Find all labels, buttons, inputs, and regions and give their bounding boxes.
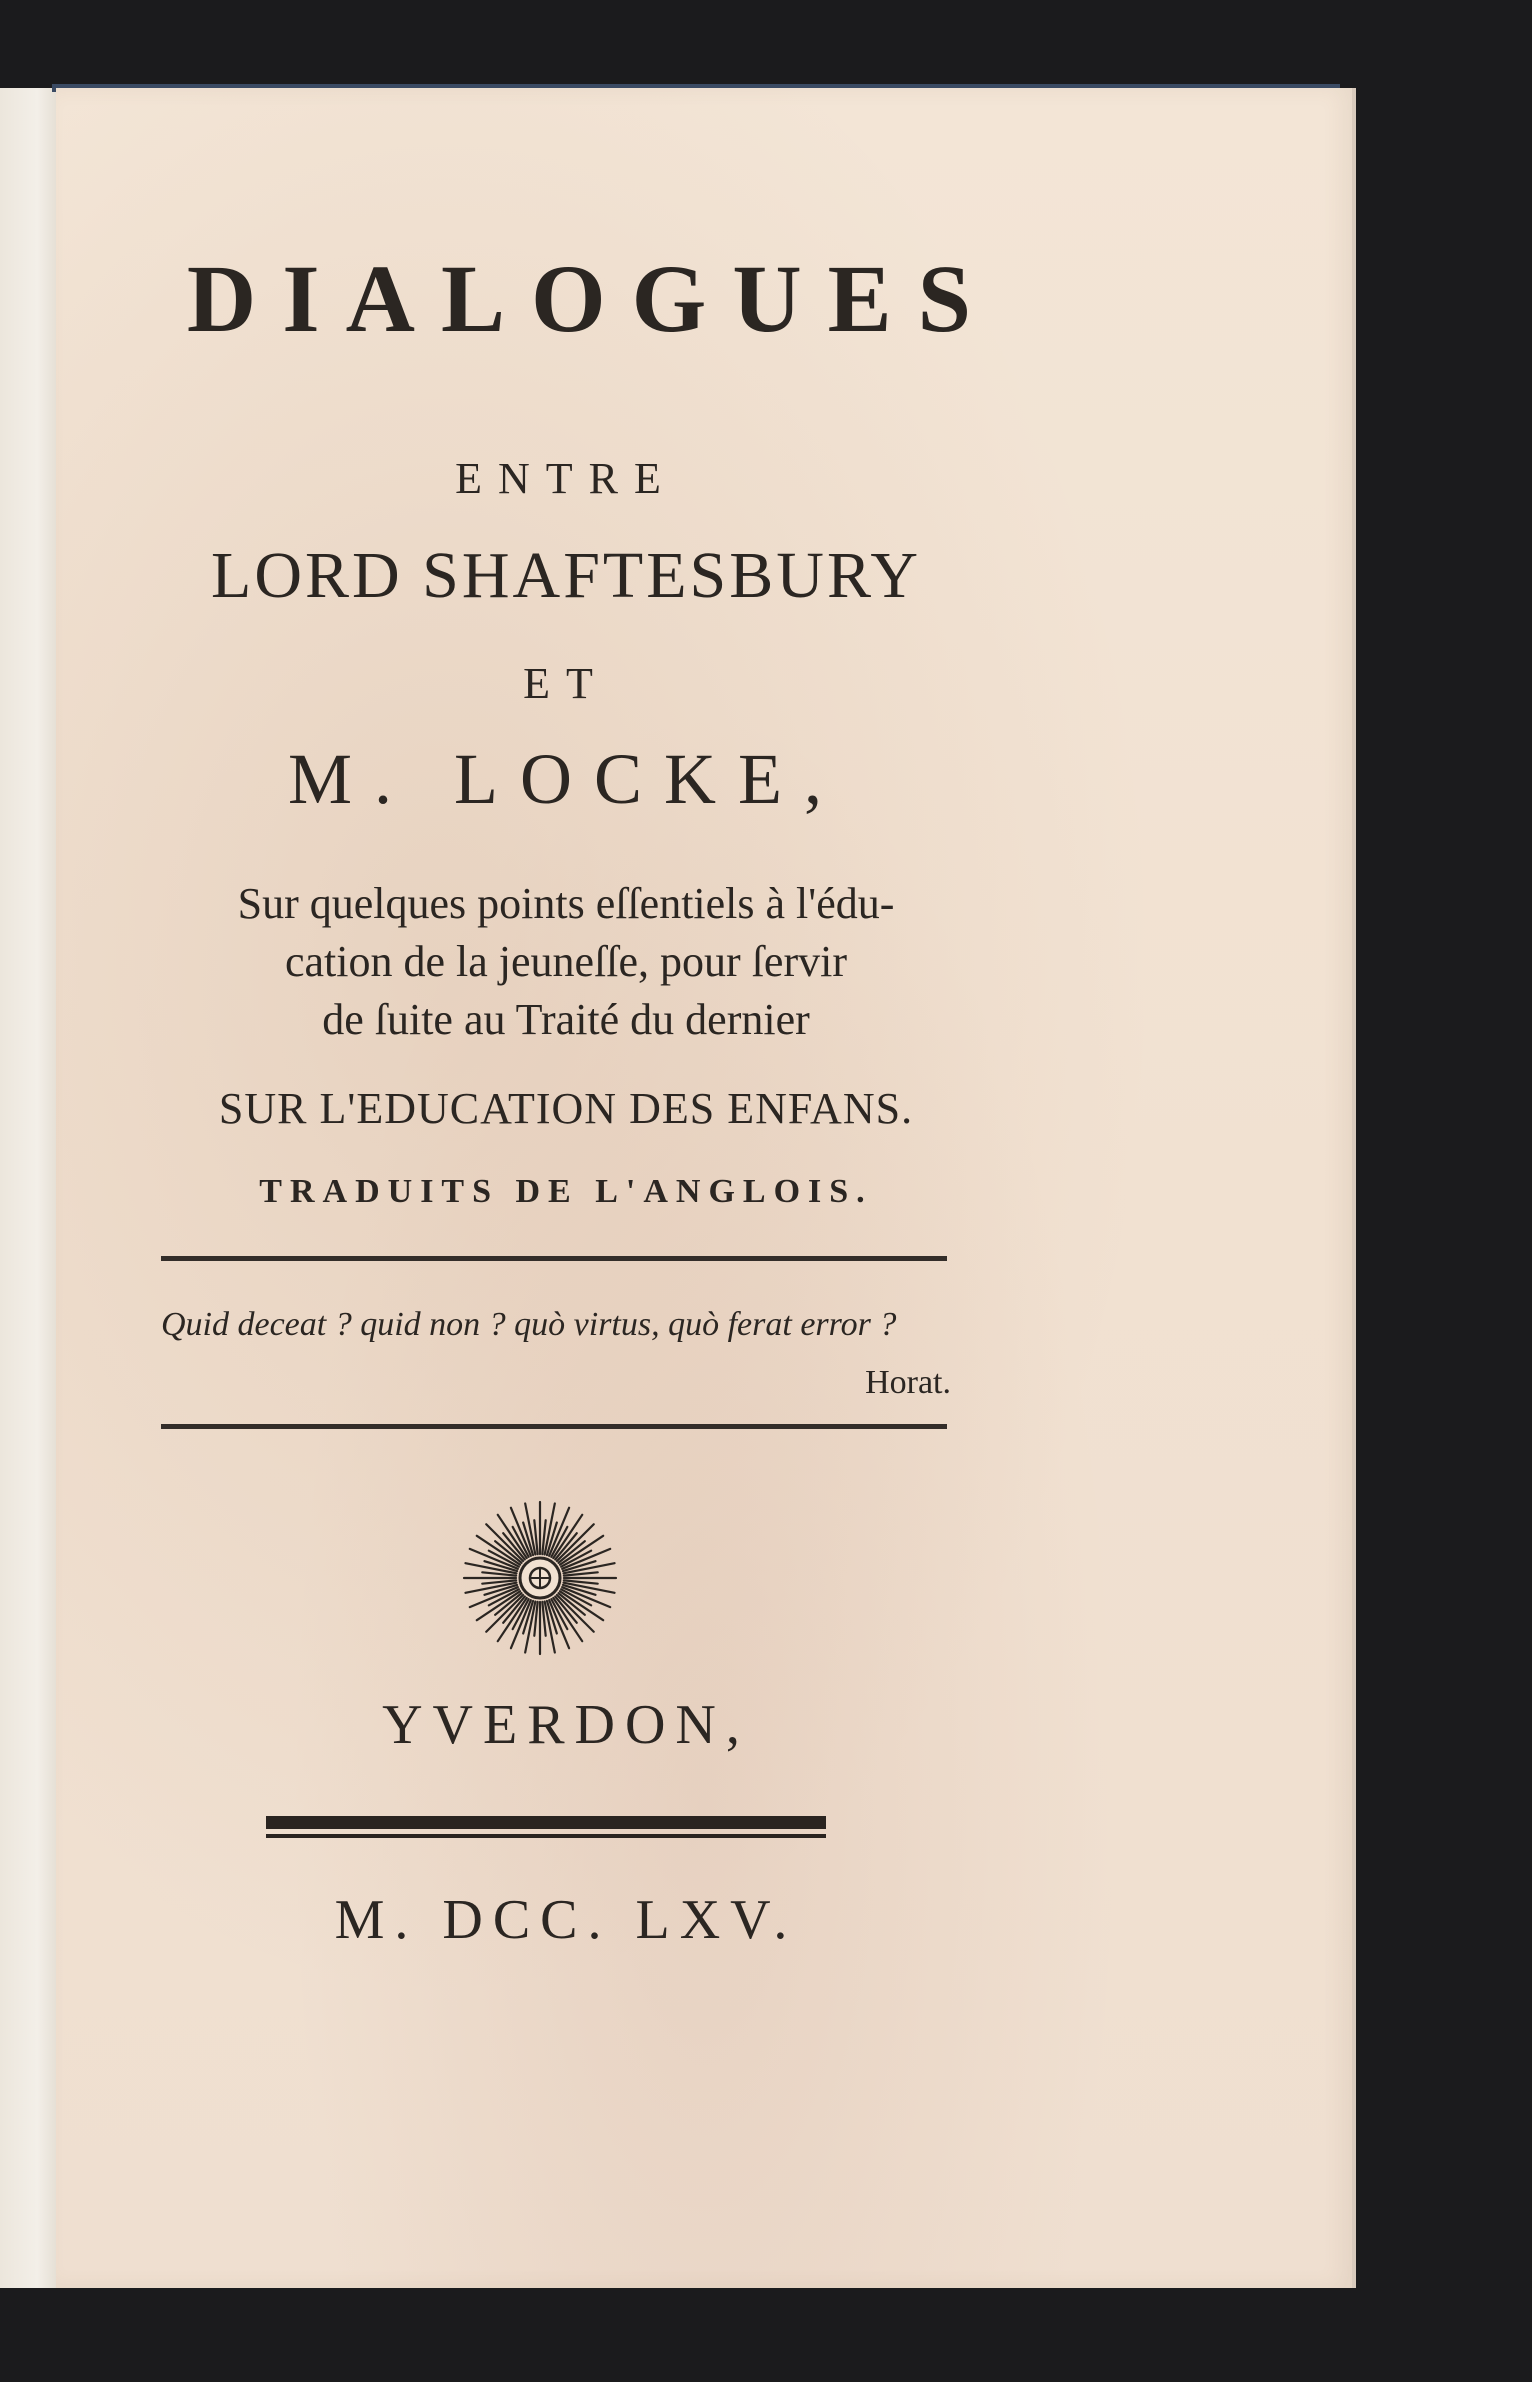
divider-rule xyxy=(161,1424,947,1429)
divider-rule xyxy=(161,1256,947,1261)
translation-note: TRADUITS DE L'ANGLOIS. xyxy=(259,1173,873,1210)
epigraph-author: Horat. xyxy=(865,1364,951,1401)
imprint-date: M. DCC. LXV. xyxy=(334,1889,798,1951)
subtitle-line: Sur quelques points eſſentiels à l'édu- xyxy=(237,879,895,928)
thin-rule xyxy=(266,1834,826,1838)
title-conjunction-entre: ENTRE xyxy=(455,454,677,503)
subtitle-line: de ſuite au Traité du dernier xyxy=(322,995,810,1044)
thick-rule xyxy=(266,1816,826,1829)
epigraph: Quid deceat ? quid non ? quò virtus, quò ferat error ? xyxy=(161,1306,897,1343)
title-page xyxy=(56,88,1356,2288)
treatise-title: SUR L'EDUCATION DES ENFANS. xyxy=(218,1084,914,1133)
imprint-place: YVERDON, xyxy=(382,1694,750,1756)
sunburst-ornament-icon xyxy=(460,1498,620,1658)
title-person-shaftesbury: LORD SHAFTESBURY xyxy=(211,539,921,612)
title-person-locke: M. LOCKE, xyxy=(288,739,844,819)
adjacent-page-edge xyxy=(0,88,64,2288)
title-conjunction-et: ET xyxy=(523,659,609,708)
book-title: DIALOGUES xyxy=(186,245,998,352)
subtitle-line: cation de la jeuneſſe, pour ſervir xyxy=(285,937,847,986)
